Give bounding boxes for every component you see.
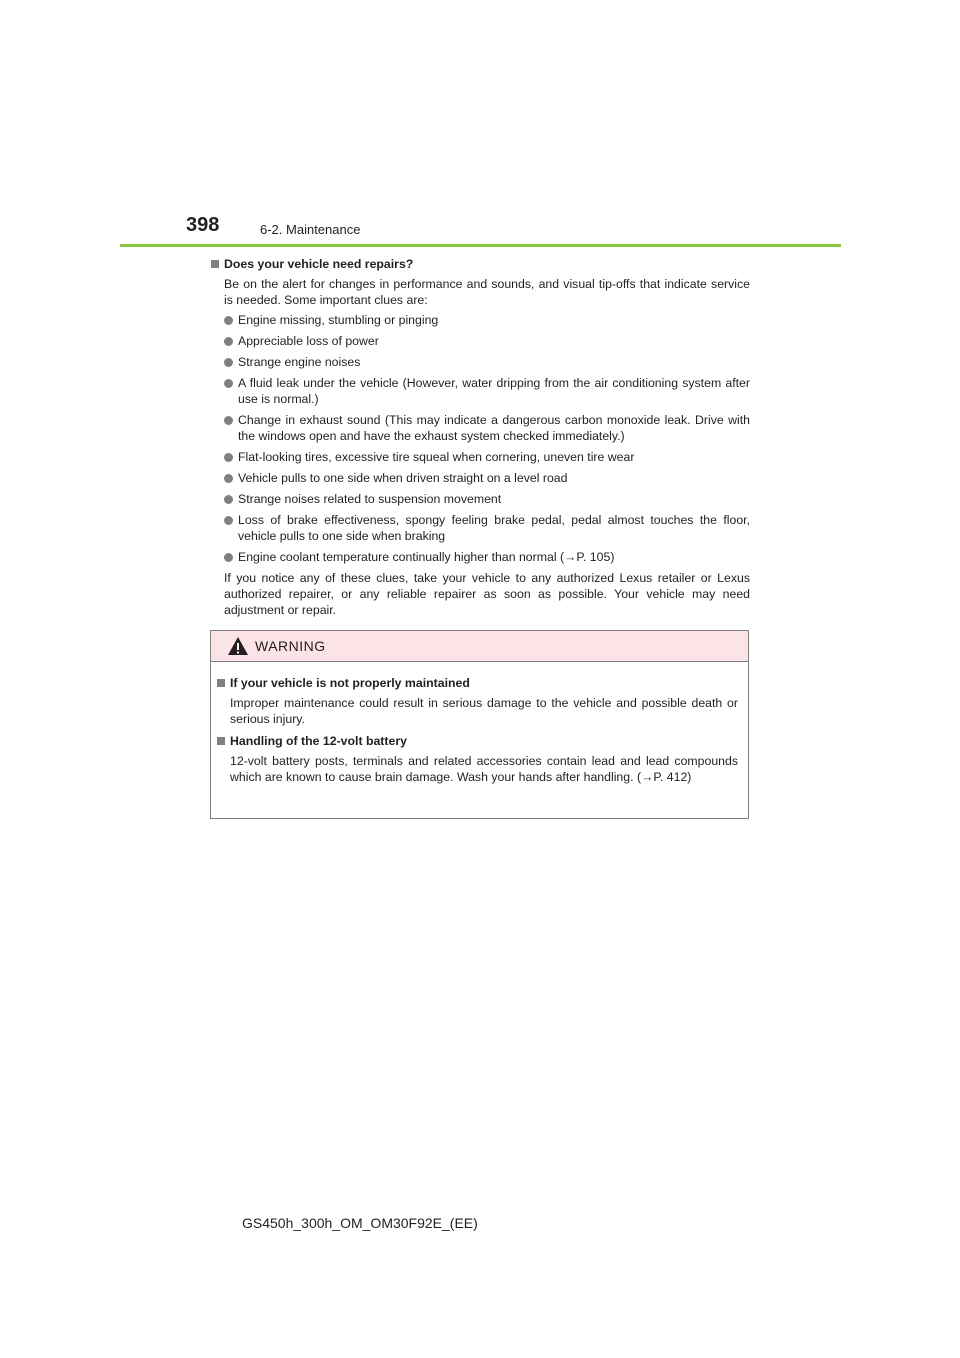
section-heading [210, 256, 750, 272]
header-rule [120, 244, 841, 247]
circle-bullet-icon [224, 553, 233, 562]
warning-box [210, 630, 749, 819]
warning-header [211, 631, 748, 662]
square-bullet-icon [211, 260, 219, 268]
section-title: 6-2. Maintenance [260, 222, 361, 237]
list-item: Strange engine noises [210, 354, 750, 370]
list-item: Loss of brake effectiveness, spongy feeling brake pedal, pedal almost touches the floor, vehicle pulls to one side when braking [210, 512, 750, 544]
square-bullet-icon [217, 679, 225, 687]
list-item: A fluid leak under the vehicle (However, water dripping from the air conditioning system after use is normal.) [210, 375, 750, 407]
list-item: Engine missing, stumbling or pinging [210, 312, 750, 328]
circle-bullet-icon [224, 416, 233, 425]
warning-triangle-icon [227, 636, 249, 656]
list-item: Strange noises related to suspension movement [210, 491, 750, 507]
circle-bullet-icon [224, 316, 233, 325]
heading-text: Does your vehicle need repairs? [224, 257, 414, 271]
warning-body [211, 662, 748, 785]
warning-item-text: Improper maintenance could result in serious damage to the vehicle and possible death or serious injury. [230, 696, 738, 726]
list-item: Vehicle pulls to one side when driven straight on a level road [210, 470, 750, 486]
warning-item-heading: Handling of the 12-volt battery [217, 733, 738, 749]
list-item: Change in exhaust sound (This may indicate a dangerous carbon monoxide leak. Drive with the windows open and have the exhaust system checked immediately.) [210, 412, 750, 444]
circle-bullet-icon [224, 337, 233, 346]
list-item: Flat-looking tires, excessive tire squeal when cornering, uneven tire wear [210, 449, 750, 465]
circle-bullet-icon [224, 358, 233, 367]
warning-item-heading: If your vehicle is not properly maintained [217, 675, 738, 691]
main-content [210, 256, 750, 618]
list-item: Engine coolant temperature continually higher than normal (→P. 105) [210, 549, 750, 565]
page-number: 398 [186, 214, 220, 236]
warning-title: WARNING [255, 638, 326, 654]
closing-paragraph: If you notice any of these clues, take your vehicle to any authorized Lexus retailer or Lexus authorized repairer, or any reliable repairer as soon as possible. Your vehicle may need adjustment or repair. [224, 571, 750, 617]
square-bullet-icon [217, 737, 225, 745]
circle-bullet-icon [224, 474, 233, 483]
circle-bullet-icon [224, 516, 233, 525]
circle-bullet-icon [224, 379, 233, 388]
circle-bullet-icon [224, 495, 233, 504]
list-item: Appreciable loss of power [210, 333, 750, 349]
circle-bullet-icon [224, 453, 233, 462]
clue-list [210, 312, 750, 565]
warning-item-text: 12-volt battery posts, terminals and related accessories contain lead and lead compounds which are known to cause brain damage. Wash your hands after handling. (→P. 412) [230, 754, 738, 784]
document-code: GS450h_300h_OM_OM30F92E_(EE) [242, 1215, 478, 1231]
intro-paragraph: Be on the alert for changes in performance and sounds, and visual tip-offs that indicate service is needed. Some important clues are: [224, 277, 750, 307]
